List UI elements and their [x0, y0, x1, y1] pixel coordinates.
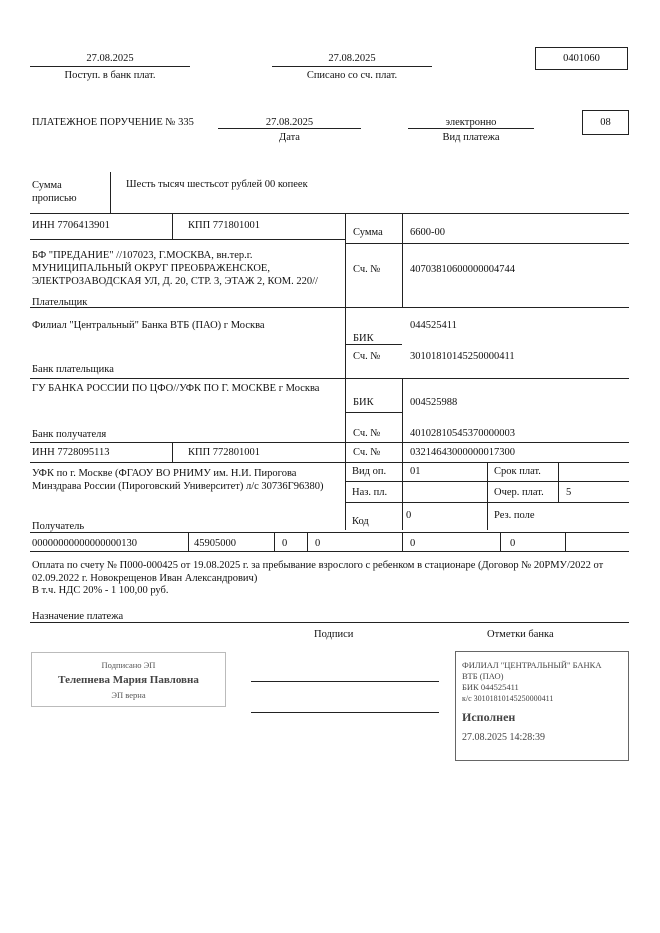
- payee-bank-bik-label: БИК: [353, 397, 374, 408]
- payer-bank-account: 30101810145250000411: [410, 351, 515, 362]
- payee-account-label: Сч. №: [353, 447, 381, 458]
- payee-inn: ИНН 7728095113: [32, 447, 110, 458]
- bank-stamp-line2: ВТБ (ПАО): [462, 671, 504, 681]
- amount-words: Шесть тысяч шестьсот рублей 00 копеек: [126, 179, 308, 190]
- bank-stamp-line1: ФИЛИАЛ "ЦЕНТРАЛЬНЫЙ" БАНКА: [462, 660, 602, 670]
- divider: [272, 66, 432, 67]
- signature-stamp: [31, 652, 226, 707]
- divider: [172, 213, 173, 239]
- divider: [345, 243, 629, 244]
- payee-bank-bik: 004525988: [410, 397, 458, 408]
- amount-words-label: Сумма прописью: [32, 180, 77, 204]
- budget-field: 0: [510, 538, 516, 549]
- payee-label: Получатель: [32, 521, 85, 532]
- divider: [172, 442, 173, 462]
- divider: [402, 213, 403, 307]
- divider: [487, 462, 488, 530]
- divider: [30, 532, 629, 533]
- payer-bank-bik-label: БИК: [353, 333, 374, 344]
- budget-field: 0: [315, 538, 321, 549]
- payer-account: 40703810600000004744: [410, 264, 515, 275]
- payee-bank-name: ГУ БАНКА РОССИИ ПО ЦФО//УФК ПО Г. МОСКВЕ г Москва: [32, 383, 320, 394]
- purpose-label: Назначение платежа: [32, 611, 124, 622]
- divider: [30, 66, 190, 67]
- budget-field: 0: [410, 538, 416, 549]
- budget-field: 0: [282, 538, 288, 549]
- payer-bank-bik: 044525411: [410, 320, 457, 331]
- code-label: Код: [352, 516, 369, 527]
- payee-account: 03214643000000017300: [410, 447, 515, 458]
- divider: [565, 532, 566, 551]
- payer-account-label: Сч. №: [353, 264, 381, 275]
- bank-marks-label: Отметки банка: [487, 629, 554, 640]
- bank-stamp-line3: БИК 044525411: [462, 682, 519, 692]
- divider: [402, 462, 403, 530]
- divider: [345, 213, 346, 530]
- payer-name: БФ "ПРЕДАНИЕ" //107023, Г.МОСКВА, вн.тер.г. МУНИЦИПАЛЬНЫЙ ОКРУГ ПРЕОБРАЖЕНСКОЕ, ЭЛЕКТРОЗАВОДСКАЯ УЛ, Д. 20, СТР. 3, ЭТАЖ 2, КОМ. 220//: [32, 250, 318, 287]
- divider: [188, 532, 189, 551]
- payer-bank-label: Банк плательщика: [32, 364, 114, 375]
- payer-sum: 6600-00: [410, 227, 445, 238]
- payer-inn: ИНН 7706413901: [32, 220, 110, 231]
- divider: [110, 172, 111, 213]
- status-code: 08: [582, 110, 629, 135]
- order-date-label: Дата: [279, 132, 300, 143]
- divider: [30, 239, 345, 240]
- divider: [30, 622, 629, 623]
- divider: [500, 532, 501, 551]
- purpose-code-label: Наз. пл.: [352, 487, 388, 498]
- bank-stamp-line4: к/с 30101810145250000411: [462, 694, 554, 703]
- debited-date: 27.08.2025: [328, 53, 376, 64]
- signatures-label: Подписи: [314, 629, 354, 640]
- payee-kpp: КПП 772801001: [188, 447, 261, 458]
- divider: [30, 442, 629, 443]
- received-date: 27.08.2025: [86, 53, 134, 64]
- code: 0: [406, 510, 412, 521]
- priority-label: Очер. плат.: [494, 487, 544, 498]
- divider: [30, 551, 629, 552]
- payment-type-label: Вид платежа: [442, 132, 500, 143]
- divider: [30, 462, 629, 463]
- term-label: Срок плат.: [494, 466, 541, 477]
- budget-kbk: 00000000000000000130: [32, 538, 137, 549]
- payer-label: Плательщик: [32, 297, 88, 308]
- divider: [307, 532, 308, 551]
- divider: [30, 213, 629, 214]
- payer-kpp: КПП 771801001: [188, 220, 261, 231]
- divider: [274, 532, 275, 551]
- divider: [30, 378, 629, 379]
- payee-name: УФК по г. Москве (ФГАОУ ВО РНИМУ им. Н.И. Пирогова Минздрава России (Пироговский Университет) л/с 30736Г96380): [32, 468, 324, 492]
- payee-bank-account-label: Сч. №: [353, 428, 381, 439]
- payer-bank-account-label: Сч. №: [353, 351, 381, 362]
- order-date: 27.08.2025: [265, 117, 314, 128]
- payment-type: электронно: [445, 117, 497, 128]
- debited-label: Списано со сч. плат.: [306, 70, 398, 81]
- op-type: 01: [410, 466, 421, 477]
- payee-bank-label: Банк получателя: [32, 429, 107, 440]
- divider: [408, 128, 534, 129]
- signature-line: [251, 681, 439, 682]
- budget-oktmo: 45905000: [194, 538, 236, 549]
- payer-bank-name: Филиал "Центральный" Банка ВТБ (ПАО) г Москва: [32, 320, 265, 331]
- divider: [345, 344, 402, 345]
- received-label: Поступ. в банк плат.: [64, 70, 156, 81]
- purpose-vat: В т.ч. НДС 20% - 1 100,00 руб.: [32, 585, 169, 596]
- divider: [402, 378, 403, 462]
- divider: [558, 462, 559, 502]
- payer-sum-label: Сумма: [353, 227, 383, 238]
- divider: [402, 532, 403, 551]
- form-code: 0401060: [535, 47, 628, 70]
- bank-stamp-datetime: 27.08.2025 14:28:39: [462, 732, 546, 743]
- divider: [345, 481, 629, 482]
- op-type-label: Вид оп.: [352, 466, 387, 477]
- res-label: Рез. поле: [494, 510, 535, 521]
- divider: [345, 412, 402, 413]
- divider: [218, 128, 361, 129]
- bank-stamp-status: Исполнен: [462, 710, 516, 724]
- divider: [30, 307, 629, 308]
- purpose-text: Оплата по счету № П000-000425 от 19.08.2025 г. за пребывание взрослого с ребенком в стационаре (Договор № 20РМУ/2022 от 02.09.2022 г. Новокрещенов Иван Александрович): [32, 560, 604, 584]
- bank-stamp: [455, 651, 629, 761]
- stamp-bottom: ЭП верна: [111, 690, 146, 700]
- priority: 5: [566, 487, 572, 498]
- payee-bank-account: 40102810545370000003: [410, 428, 515, 439]
- divider: [345, 502, 629, 503]
- stamp-top: Подписано ЭП: [101, 660, 156, 670]
- signer-name: Телепнева Мария Павловна: [58, 674, 199, 686]
- signature-line: [251, 712, 439, 713]
- order-title: ПЛАТЕЖНОЕ ПОРУЧЕНИЕ № 335: [32, 117, 194, 128]
